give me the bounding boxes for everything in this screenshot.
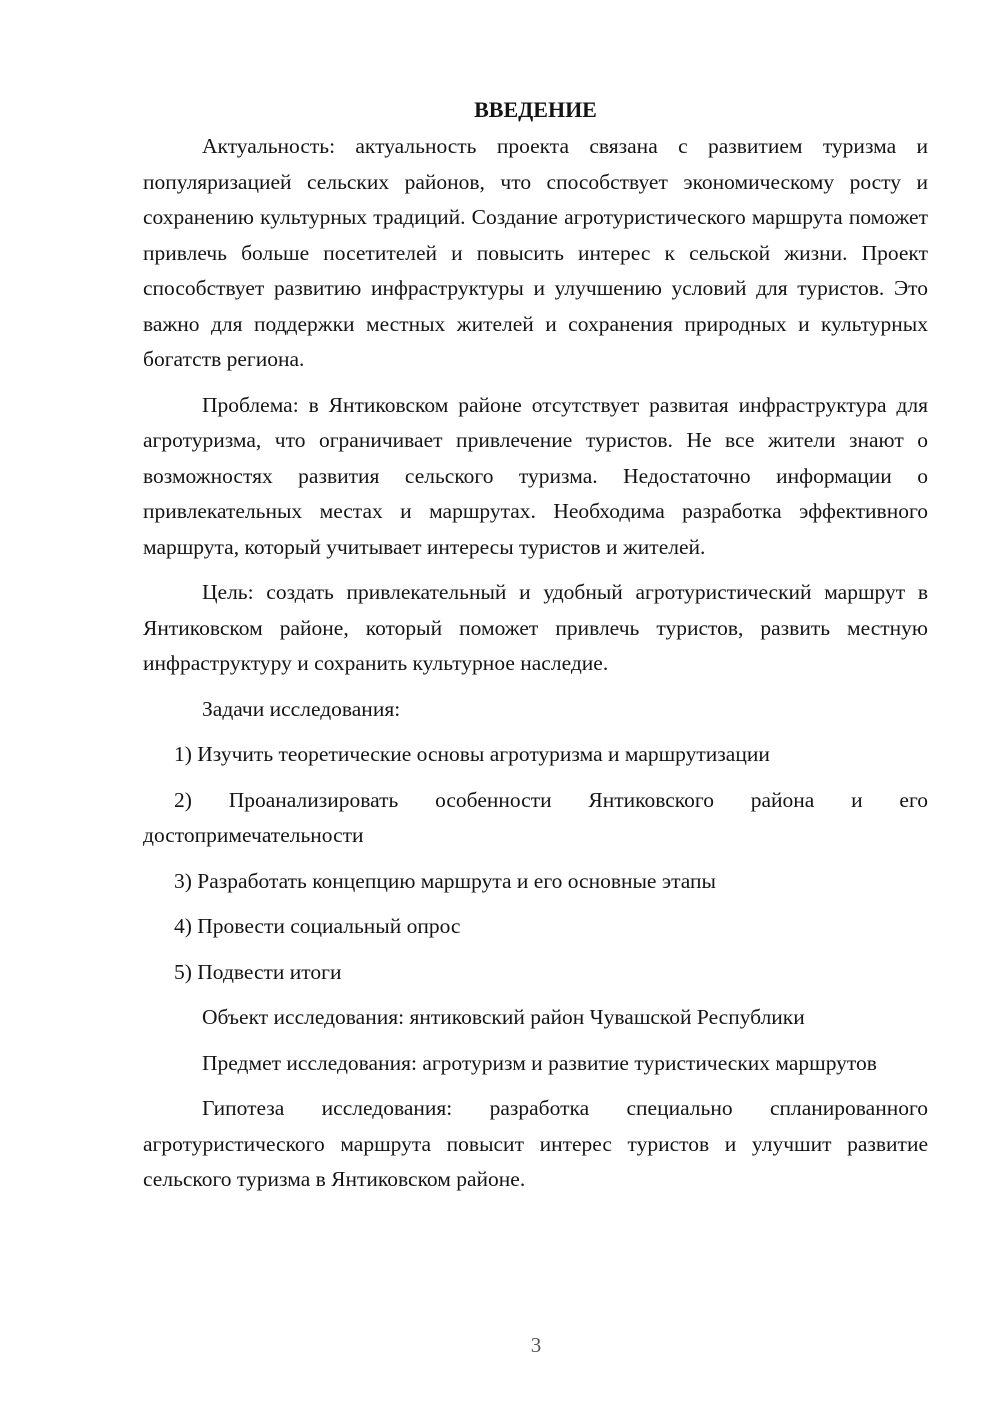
page-title: ВВЕДЕНИЕ [474, 97, 597, 122]
page-body [143, 92, 928, 1198]
task-item-1: 1) Изучить теоретические основы агротуризма и маршрутизации [174, 742, 770, 766]
paragraph-goal: Цель: создать привлекательный и удобный агротуристический маршрут в Янтиковском районе, который поможет привлечь туристов, развить местную инфраструктуру и сохранить культурное наследие. [143, 580, 928, 675]
task-item-3: 3) Разработать концепцию маршрута и его основные этапы [174, 868, 716, 893]
page-number: 3 [530, 1333, 542, 1357]
paragraph-object: Объект исследования: янтиковский район Чувашской Республики [202, 1005, 805, 1029]
paragraph-subject: Предмет исследования: агротуризм и развитие туристических маршрутов [202, 1050, 877, 1075]
task-item-4: 4) Провести социальный опрос [174, 914, 461, 938]
paragraph-problem: Проблема: в Янтиковском районе отсутствует развитая инфраструктура для агротуризма, что ограничивает привлечение туристов. Не все жители знают о возможностях развития сельского туризма. Недостаточно информации о привлекательных местах и маршрутах. Необходима разработка эффективного маршрута, который учитывает интересы туристов и жителей. [143, 392, 928, 559]
paragraph-relevance: Актуальность: актуальность проекта связана с развитием туризма и популяризацией сельских районов, что способствует экономическому росту и сохранению культурных традиций. Создание агротуристического маршрута поможет привлечь больше посетителей и повысить интерес к сельской жизни. Проект способствует развитию инфраструктуры и улучшению условий для туристов. Это важно для поддержки местных жителей и сохранения природных и культурных богатств региона. [143, 134, 928, 371]
paragraph-hypothesis: Гипотеза исследования: разработка специально спланированного агротуристического маршрута повысит интерес туристов и улучшит развитие сельского туризма в Янтиковском районе. [143, 1096, 928, 1191]
tasks-heading: Задачи исследования: [202, 696, 401, 721]
task-item-2: 2) Проанализировать особенности Янтиковского района и его достопримечательности [143, 787, 928, 847]
task-item-5: 5) Подвести итоги [174, 959, 342, 984]
